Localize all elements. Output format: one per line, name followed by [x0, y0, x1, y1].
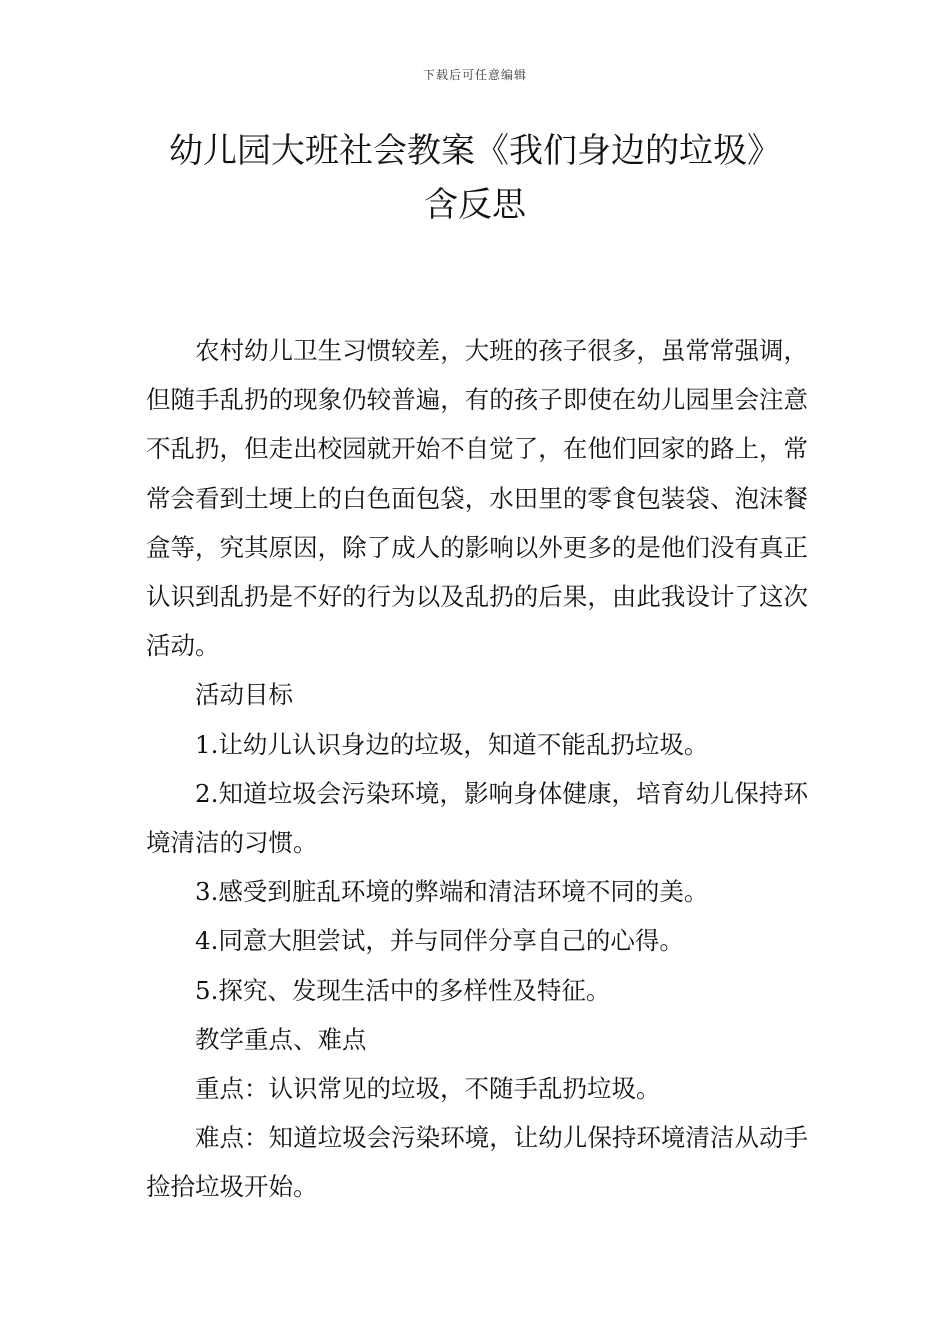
title-line-2: 含反思: [424, 185, 526, 225]
objective-item-5: 5.探究、发现生活中的多样性及特征。: [195, 975, 611, 1005]
objective-item-4: 4.同意大胆尝试，并与同伴分享自己的心得。: [195, 926, 684, 956]
document-body: [146, 326, 808, 1212]
header-note: 下载后可任意编辑: [422, 68, 527, 82]
title-line-1: 幼儿园大班社会教案《我们身边的垃圾》: [169, 131, 781, 171]
objective-item-1: 1.让幼儿认识身边的垃圾，知道不能乱扔垃圾。: [195, 729, 709, 759]
objective-item-2: 2.知道垃圾会污染环境，影响身体健康，培育幼儿保持环境清洁的习惯。: [146, 778, 808, 858]
key-point-paragraph: 重点：认识常见的垃圾，不随手乱扔垃圾。: [195, 1074, 661, 1104]
section-heading-key-points: 教学重点、难点: [195, 1024, 367, 1054]
section-heading-objectives: 活动目标: [195, 680, 293, 710]
objective-item-3: 3.感受到脏乱环境的弊端和清洁环境不同的美。: [195, 877, 709, 907]
document-title: [120, 124, 830, 232]
intro-paragraph: 农村幼儿卫生习惯较差，大班的孩子很多，虽常常强调，但随手乱扔的现象仍较普遍，有的孩子即使在幼儿园里会注意不乱扔，但走出校园就开始不自觉了，在他们回家的路上，常常会看到土埂上的白色面包袋，水田里的零食包装袋、泡沫餐盒等，究其原因，除了成人的影响以外更多的是他们没有真正认识到乱扔是不好的行为以及乱扔的后果，由此我设计了这次活动。: [146, 336, 808, 661]
difficulty-paragraph: 难点：知道垃圾会污染环境，让幼儿保持环境清洁从动手捡拾垃圾开始。: [146, 1123, 808, 1202]
